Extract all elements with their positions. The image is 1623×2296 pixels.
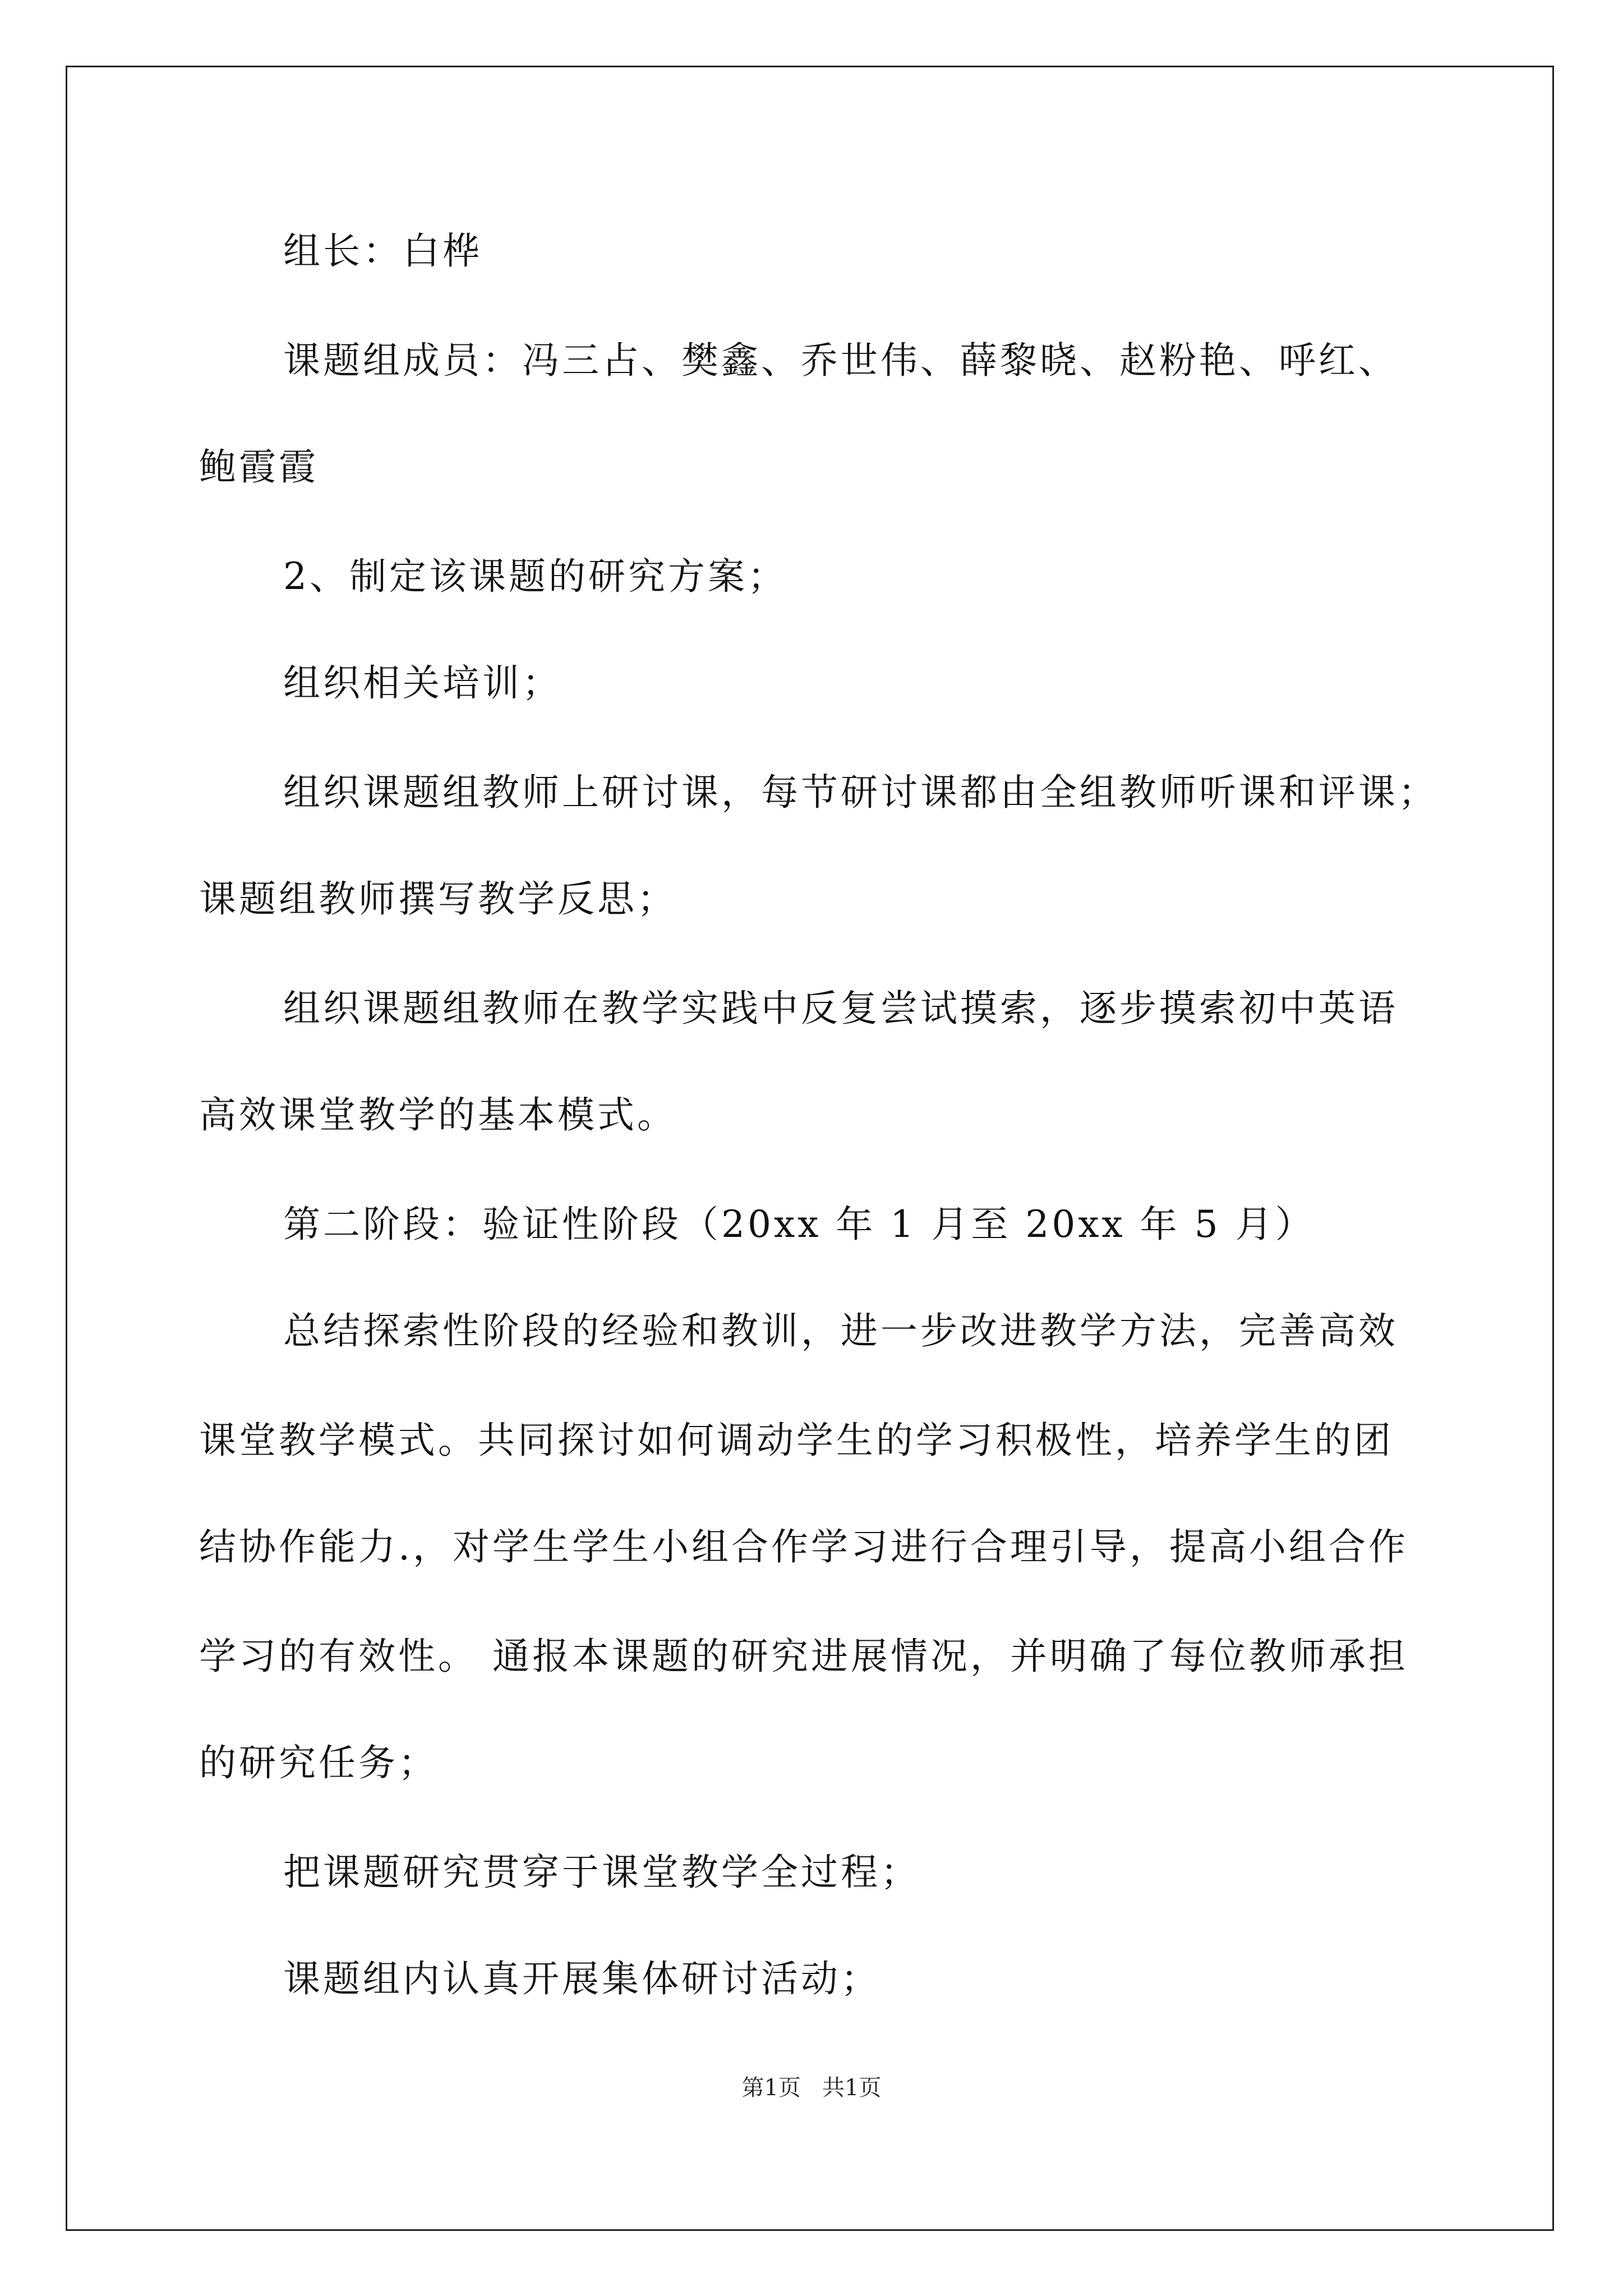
reflection-line: 课题组教师撰写教学反思；	[199, 877, 677, 921]
explore-paragraph-cont: 高效课堂教学的基本模式。	[199, 1093, 677, 1137]
process-item: 把课题研究贯穿于课堂教学全过程；	[283, 1851, 920, 1894]
seminar-paragraph: 组织课题组教师上研讨课，每节研讨课都由全组教师听课和评课；	[283, 771, 1438, 814]
training-item: 组织相关培训；	[283, 661, 562, 705]
summary-paragraph: 总结探索性阶段的经验和教训，进一步改进教学方法，完善高效	[283, 1309, 1398, 1352]
page-number: 第1页 共1页	[741, 2075, 882, 2101]
stage-two-heading: 第二阶段：验证性阶段（20xx 年 1 月至 20xx 年 5 月）	[283, 1203, 1315, 1246]
members-line: 课题组成员：冯三占、樊鑫、乔世伟、薛黎晓、赵粉艳、呼红、	[283, 339, 1398, 382]
summary-paragraph-cont-2: 结协作能力.，对学生学生小组合作学习进行合理引导，提高小组合作	[199, 1525, 1408, 1568]
summary-paragraph-cont-4: 的研究任务；	[199, 1741, 438, 1784]
page-number-footer	[0, 2077, 1623, 2099]
members-line-cont: 鲍霞霞	[199, 445, 319, 489]
group-activity-item: 课题组内认真开展集体研讨活动；	[283, 1957, 880, 2000]
leader-line: 组长：白桦	[283, 229, 482, 273]
page-border	[66, 66, 1554, 2231]
summary-paragraph-cont-3: 学习的有效性。 通报本课题的研究进展情况，并明确了每位教师承担	[199, 1635, 1408, 1678]
plan-item: 2、制定该课题的研究方案；	[283, 555, 787, 598]
summary-paragraph-cont-1: 课堂教学模式。共同探讨如何调动学生的学习积极性，培养学生的团	[199, 1419, 1394, 1462]
explore-paragraph: 组织课题组教师在教学实践中反复尝试摸索，逐步摸索初中英语	[283, 987, 1398, 1030]
